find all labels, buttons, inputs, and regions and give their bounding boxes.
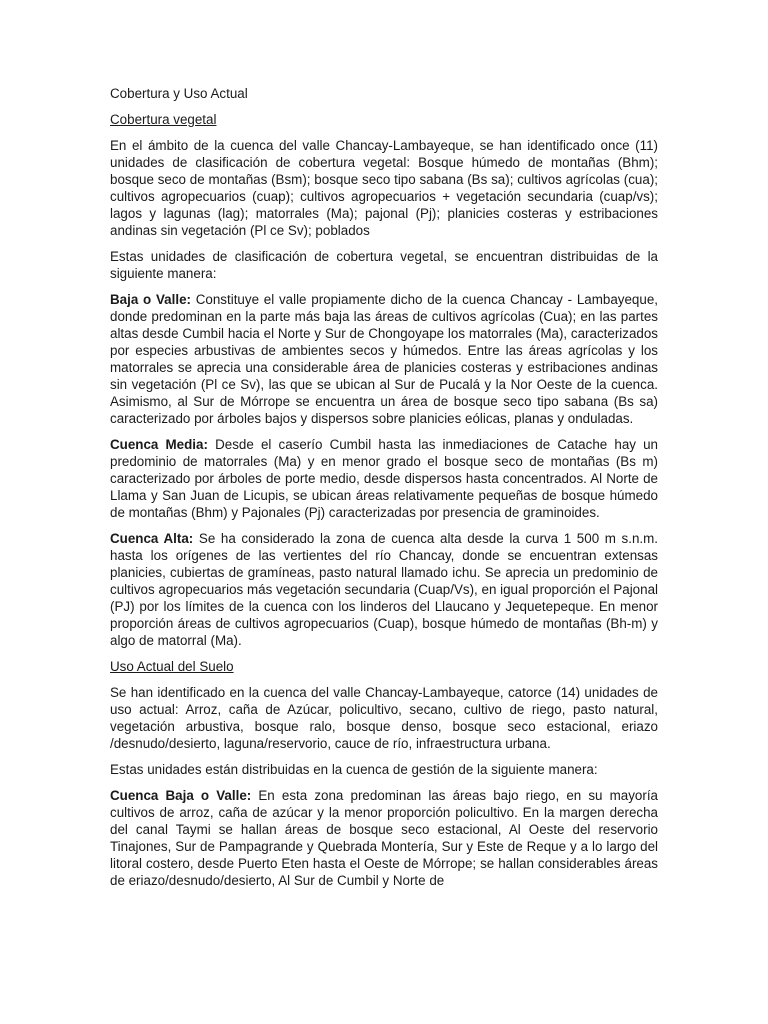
lead-baja-valle: Baja o Valle: bbox=[110, 292, 191, 307]
paragraph-cuenca-alta bbox=[110, 530, 658, 649]
paragraph-distribution: Estas unidades de clasificación de cobertura vegetal, se encuentran distribuidas de la siguiente manera: bbox=[110, 249, 658, 281]
text-baja-valle: Constituye el valle propiamente dicho de la cuenca Chancay - Lambayeque, donde predominan en la parte más baja las áreas de cultivos agrícolas (Cua); en las partes altas desde Cumbil hacia el Norte y Sur de Chongoyape los matorrales (Ma), caracterizados por especies arbustivas de ambientes secos y húmedos. Entre las áreas agrícolas y los matorrales se aprecia una considerable área de planicies costeras y estribaciones andinas sin vegetación (Pl ce Sv), las que se ubican al Sur de Pucalá y la Nor Oeste de la cuenca. Asimismo, al Sur de Mórrope se encuentra un área de bosque seco tipo sabana (Bs sa) caracterizado por árboles bajos y dispersos sobre planicies eólicas, planas y onduladas. bbox=[110, 292, 658, 426]
section-heading-cobertura-vegetal: Cobertura vegetal bbox=[110, 112, 217, 127]
text-cuenca-media: Desde el caserío Cumbil hasta las inmediaciones de Catache hay un predominio de matorrales (Ma) y en menor grado el bosque seco de montañas (Bs m) caracterizado por árboles de porte medio, desde dispersos hasta concentrados. Al Norte de Llama y San Juan de Licupis, se ubican áreas relativamente pequeñas de bosque húmedo de montañas (Bhm) y Pajonales (Pj) caracterizadas por presencia de graminoides. bbox=[110, 437, 658, 520]
paragraph-baja-valle bbox=[110, 291, 658, 427]
paragraph-uso-distribution: Estas unidades están distribuidas en la cuenca de gestión de la siguiente manera: bbox=[110, 762, 598, 777]
lead-cuenca-media: Cuenca Media: bbox=[110, 437, 208, 452]
document-title: Cobertura y Uso Actual bbox=[110, 86, 248, 101]
paragraph-cuenca-media bbox=[110, 436, 658, 521]
text-cuenca-baja-valle: En esta zona predominan las áreas bajo riego, en su mayoría cultivos de arroz, caña de azúcar y la menor proporción policultivo. En la margen derecha del canal Taymi se hallan áreas de bosque seco estacional, Al Oeste del reservorio Tinajones, Sur de Pampagrande y Quebrada Montería, Sur y Este de Reque y a lo largo del litoral costero, desde Puerto Eten hasta el Oeste de Mórrope; se hallan considerables áreas de eriazo/desnudo/desierto, Al Sur de Cumbil y Norte de bbox=[110, 788, 658, 888]
paragraph-cuenca-baja-valle bbox=[110, 787, 658, 889]
section-heading-uso-actual: Uso Actual del Suelo bbox=[110, 659, 234, 674]
lead-cuenca-alta: Cuenca Alta: bbox=[110, 531, 194, 546]
document-page bbox=[110, 85, 658, 898]
lead-cuenca-baja-valle: Cuenca Baja o Valle: bbox=[110, 788, 252, 803]
text-cuenca-alta: Se ha considerado la zona de cuenca alta desde la curva 1 500 m s.n.m. hasta los orígenes de las vertientes del río Chancay, donde se encuentran extensas planicies, cubiertas de gramíneas, pasto natural llamado ichu. Se aprecia un predominio de cultivos agropecuarios más vegetación secundaria (Cuap/Vs), en igual proporción el Pajonal (PJ) por los límites de la cuenca con los linderos del Llaucano y Jequetepeque. En menor proporción áreas de cultivos agropecuarios (Cuap), bosque húmedo de montañas (Bh-m) y algo de matorral (Ma). bbox=[110, 531, 658, 648]
paragraph-intro: En el ámbito de la cuenca del valle Chancay-Lambayeque, se han identificado once (11) unidades de clasificación de cobertura vegetal: Bosque húmedo de montañas (Bhm); bosque seco de montañas (Bsm); bosque seco tipo sabana (Bs sa); cultivos agrícolas (cua); cultivos agropecuarios (cuap); cultivos agropecuarios + vegetación secundaria (cuap/vs); lagos y lagunas (lag); matorrales (Ma); pajonal (Pj); planicies costeras y estribaciones andinas sin vegetación (Pl ce Sv); poblados bbox=[110, 138, 658, 238]
paragraph-uso-actual: Se han identificado en la cuenca del valle Chancay-Lambayeque, catorce (14) unidades de uso actual: Arroz, caña de Azúcar, policultivo, secano, cultivo de riego, pasto natural, vegetación arbustiva, bosque ralo, bosque denso, bosque seco estacional, eriazo /desnudo/desierto, laguna/reservorio, cauce de río, infraestructura urbana. bbox=[110, 685, 658, 751]
